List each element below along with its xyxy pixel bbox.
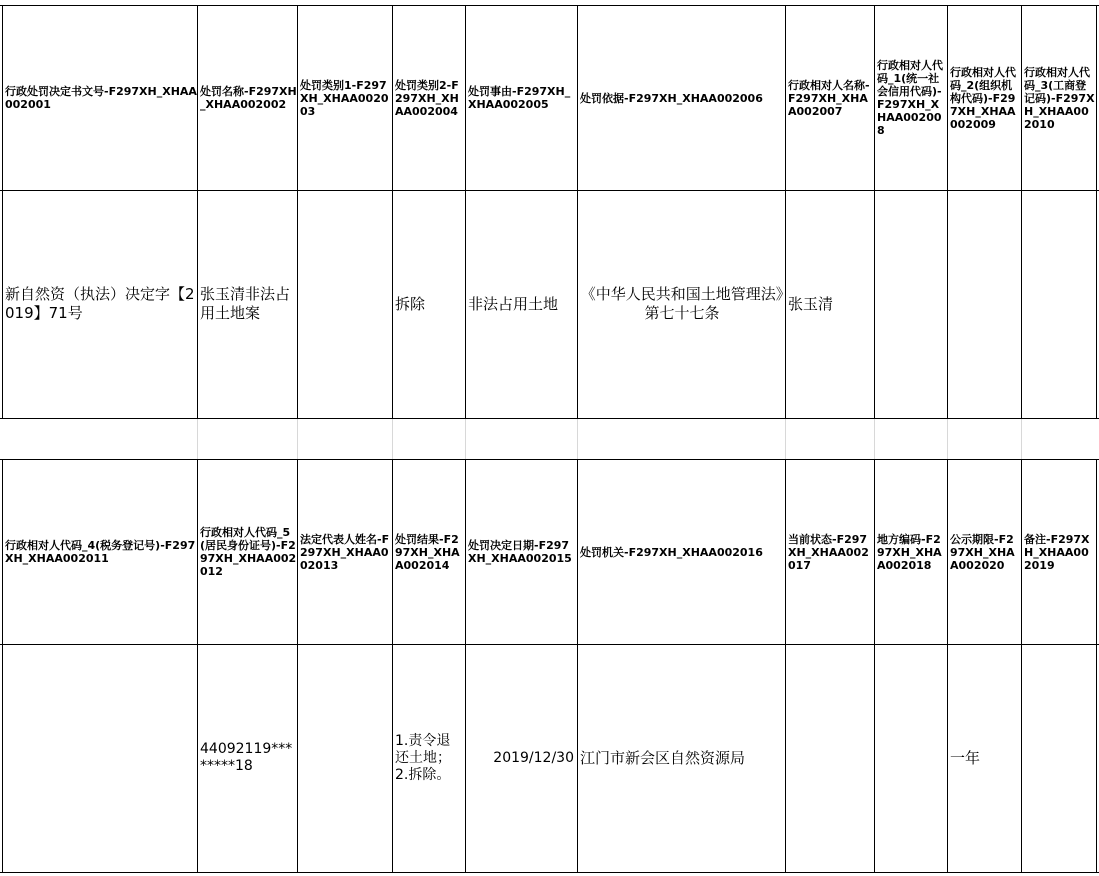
grid-line [392,5,393,419]
grid-line [577,5,578,419]
grid-line [947,459,948,873]
t2-data-cell[interactable]: 一年 [950,748,981,767]
t1-header-cell[interactable]: 处罚类别1-F297XH_XHAA002003 [300,78,389,118]
t1-data-cell[interactable] [1022,191,1096,417]
grid-line [577,459,578,873]
grid-line [1096,459,1097,873]
t1-header-cell[interactable]: 处罚类别2-F297XH_XHAA002004 [395,78,459,118]
grid-line [297,5,298,419]
grid-line [874,459,875,873]
t2-header-cell[interactable]: 公示期限-F297XH_XHAA002020 [950,532,1015,572]
t1-header-cell[interactable]: 行政相对人代码_1(统一社会信用代码)-F297XH_XHAA002008 [877,59,943,137]
grid-line [197,459,198,873]
grid-line [2,5,3,419]
t1-data-cell[interactable]: 新自然资（执法）决定字【2019】71号 [5,285,195,322]
t2-header-cell[interactable]: 当前状态-F297XH_XHAA002017 [788,532,869,572]
grid-line [465,459,466,873]
grid-line [947,5,948,419]
t1-data-cell[interactable]: 张玉清非法占用土地案 [200,285,291,322]
t2-data-cell[interactable] [875,645,947,871]
t2-data-cell[interactable] [1022,645,1096,871]
t1-data-cell[interactable]: 《中华人民共和国土地管理法》第七十七条 [580,285,784,322]
spacer-grid-line [874,419,875,459]
grid-line [0,5,1099,6]
t1-data-cell[interactable]: 拆除 [395,294,426,313]
t1-data-cell[interactable] [875,191,947,417]
t1-header-cell[interactable]: 行政处罚决定书文号-F297XH_XHAA002001 [5,85,197,111]
t2-header-cell[interactable]: 行政相对人代码_5(居民身份证号)-F297XH_XHAA002012 [200,526,297,578]
grid-line [197,5,198,419]
spacer-grid-line [577,419,578,459]
t2-data-cell[interactable]: 2019/12/30 [493,749,574,766]
t2-data-cell[interactable] [3,645,197,871]
grid-line [0,459,1099,460]
t2-header-cell[interactable]: 处罚结果-F297XH_XHAA002014 [395,532,460,572]
t2-data-cell[interactable]: 江门市新会区自然资源局 [580,748,746,767]
grid-line [392,459,393,873]
spacer-grid-line [785,419,786,459]
t2-header-cell[interactable]: 法定代表人姓名-F297XH_XHAA002013 [300,532,390,572]
t1-data-cell[interactable]: 张玉清 [788,294,834,313]
t1-data-cell[interactable]: 非法占用土地 [468,294,559,313]
grid-line [874,5,875,419]
spacer-grid-line [947,419,948,459]
t1-header-cell[interactable]: 处罚名称-F297XH_XHAA002002 [200,85,297,111]
grid-line [465,5,466,419]
grid-line [297,459,298,873]
t2-header-cell[interactable]: 处罚决定日期-F297XH_XHAA002015 [468,539,572,565]
grid-line [2,459,3,873]
grid-line [0,644,1099,645]
grid-line [0,872,1099,873]
t1-header-cell[interactable]: 行政相对人代码_3(工商登记码)-F297XH_XHAA002010 [1024,65,1095,131]
t2-header-cell[interactable]: 行政相对人代码_4(税务登记号)-F297XH_XHAA002011 [5,539,196,565]
t2-data-cell[interactable] [786,645,874,871]
t1-header-cell[interactable]: 行政相对人名称-F297XH_XHAA002007 [788,78,870,118]
spacer-grid-line [1021,419,1022,459]
t2-data-cell[interactable]: 44092119********18 [200,741,293,774]
t1-header-cell[interactable]: 处罚依据-F297XH_XHAA002006 [580,91,763,105]
grid-line [1096,5,1097,419]
t1-data-cell[interactable] [948,191,1021,417]
grid-line [0,418,1099,419]
t1-header-cell[interactable]: 行政相对人代码_2(组织机构代码)-F297XH_XHAA002009 [950,65,1016,131]
spacer-grid-line [197,419,198,459]
spacer-grid-line [297,419,298,459]
grid-line [0,190,1099,191]
grid-line [1021,5,1022,419]
t1-data-cell[interactable] [298,191,392,417]
grid-line [785,459,786,873]
spacer-grid-line [392,419,393,459]
spacer-grid-line [465,419,466,459]
t1-header-cell[interactable]: 处罚事由-F297XH_XHAA002005 [468,85,571,111]
t2-data-cell[interactable]: 1.责令退还土地；2.拆除。 [395,732,451,783]
t2-header-cell[interactable]: 地方编码-F297XH_XHAA002018 [877,532,942,572]
grid-line [1021,459,1022,873]
grid-line [785,5,786,419]
t2-header-cell[interactable]: 处罚机关-F297XH_XHAA002016 [580,545,763,559]
t2-data-cell[interactable] [298,645,392,871]
t2-header-cell[interactable]: 备注-F297XH_XHAA002019 [1024,532,1090,572]
